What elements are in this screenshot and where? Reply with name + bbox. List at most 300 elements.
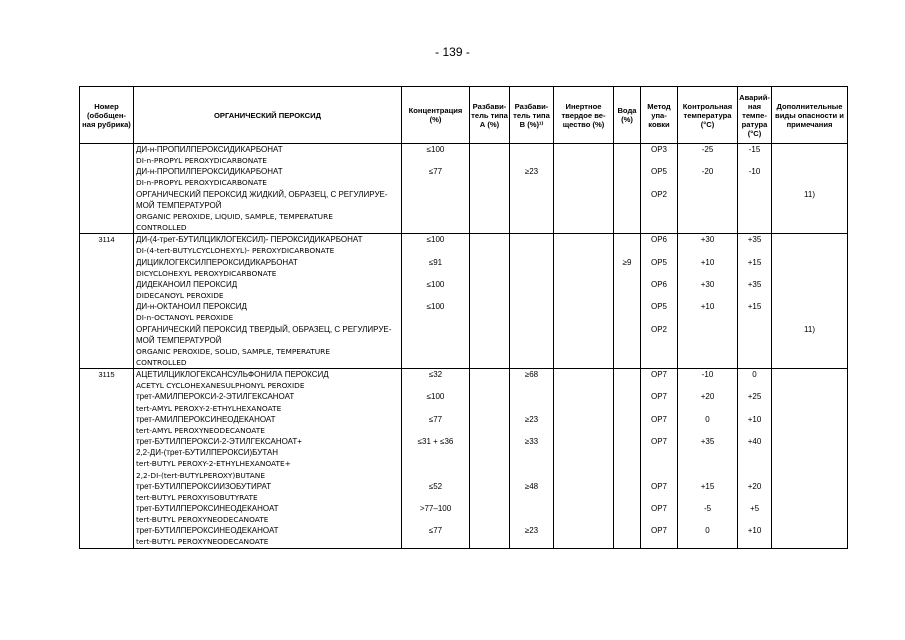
cell-peroxide-name: tert-AMYL PEROXYNEODECANOATE: [134, 425, 402, 436]
cell-diluent-b: [510, 245, 554, 256]
cell-peroxide-name: 2,2-DI-(tert-BUTYLPEROXY)BUTANE: [134, 470, 402, 481]
cell-inert-solid: [554, 268, 614, 279]
cell-emergency-temperature: [738, 312, 772, 323]
cell-remarks: [772, 222, 848, 234]
cell-emergency-temperature: [738, 470, 772, 481]
table-row: [80, 144, 848, 156]
cell-water: [614, 447, 641, 458]
cell-packing-method: [641, 290, 678, 301]
cell-un-number: [80, 312, 134, 323]
cell-packing-method: [641, 492, 678, 503]
cell-control-temperature: +30: [678, 234, 738, 246]
cell-remarks: [772, 144, 848, 156]
cell-diluent-a: [470, 335, 510, 346]
cell-packing-method: [641, 177, 678, 188]
cell-diluent-b: [510, 279, 554, 290]
cell-emergency-temperature: [738, 425, 772, 436]
cell-diluent-b: [510, 380, 554, 391]
table-row: [80, 346, 848, 357]
table-row: [80, 414, 848, 425]
cell-control-temperature: [678, 324, 738, 335]
cell-un-number: [80, 166, 134, 177]
cell-un-number: [80, 290, 134, 301]
cell-packing-method: OP7: [641, 436, 678, 447]
cell-un-number: [80, 536, 134, 548]
cell-diluent-a: [470, 447, 510, 458]
table-row: [80, 189, 848, 200]
cell-water: [614, 144, 641, 156]
cell-remarks: [772, 268, 848, 279]
cell-diluent-a: [470, 503, 510, 514]
cell-remarks: 11): [772, 189, 848, 200]
cell-concentration: [402, 312, 470, 323]
cell-remarks: [772, 290, 848, 301]
cell-un-number: [80, 492, 134, 503]
cell-peroxide-name: трет-БУТИЛПЕРОКСИНЕОДЕКАНОАТ: [134, 525, 402, 536]
cell-concentration: [402, 403, 470, 414]
cell-control-temperature: [678, 245, 738, 256]
cell-packing-method: [641, 425, 678, 436]
cell-peroxide-name: tert-BUTYL PEROXY-2-ETHYLHEXANOATE+: [134, 458, 402, 469]
cell-remarks: [772, 503, 848, 514]
cell-remarks: [772, 257, 848, 268]
cell-diluent-a: [470, 414, 510, 425]
table-row: [80, 492, 848, 503]
cell-control-temperature: [678, 357, 738, 369]
cell-control-temperature: +10: [678, 301, 738, 312]
cell-control-temperature: [678, 447, 738, 458]
cell-emergency-temperature: +15: [738, 257, 772, 268]
cell-remarks: [772, 436, 848, 447]
cell-diluent-b: ≥33: [510, 436, 554, 447]
cell-remarks: [772, 525, 848, 536]
cell-peroxide-name: АЦЕТИЛЦИКЛОГЕКСАНСУЛЬФОНИЛА ПЕРОКСИД: [134, 369, 402, 381]
cell-water: [614, 312, 641, 323]
cell-packing-method: OP6: [641, 234, 678, 246]
cell-packing-method: [641, 403, 678, 414]
cell-peroxide-name: ДИДЕКАНОИЛ ПЕРОКСИД: [134, 279, 402, 290]
cell-water: [614, 189, 641, 200]
cell-diluent-a: [470, 222, 510, 234]
cell-inert-solid: [554, 155, 614, 166]
cell-emergency-temperature: [738, 447, 772, 458]
cell-emergency-temperature: +40: [738, 436, 772, 447]
cell-peroxide-name: трет-БУТИЛПЕРОКСИ-2-ЭТИЛГЕКСАНОАТ+: [134, 436, 402, 447]
cell-concentration: ≤100: [402, 234, 470, 246]
cell-diluent-b: [510, 268, 554, 279]
table-row: [80, 166, 848, 177]
cell-diluent-b: [510, 144, 554, 156]
cell-water: [614, 245, 641, 256]
header-concentration: Концентрация (%): [402, 87, 470, 144]
cell-packing-method: [641, 200, 678, 211]
cell-peroxide-name: ORGANIC PEROXIDE, SOLID, SAMPLE, TEMPERATURE: [134, 346, 402, 357]
cell-control-temperature: [678, 211, 738, 222]
cell-diluent-a: [470, 403, 510, 414]
cell-concentration: [402, 536, 470, 548]
cell-control-temperature: -5: [678, 503, 738, 514]
cell-concentration: [402, 380, 470, 391]
cell-inert-solid: [554, 391, 614, 402]
cell-emergency-temperature: +25: [738, 391, 772, 402]
cell-concentration: ≤91: [402, 257, 470, 268]
cell-emergency-temperature: +5: [738, 503, 772, 514]
cell-water: [614, 369, 641, 381]
cell-un-number: [80, 177, 134, 188]
cell-water: [614, 177, 641, 188]
cell-concentration: ≤31 + ≤36: [402, 436, 470, 447]
cell-water: [614, 514, 641, 525]
cell-peroxide-name: трет-АМИЛПЕРОКСИНЕОДЕКАНОАТ: [134, 414, 402, 425]
cell-concentration: [402, 177, 470, 188]
table-row: [80, 357, 848, 369]
cell-diluent-b: ≥48: [510, 481, 554, 492]
cell-control-temperature: [678, 425, 738, 436]
table-row: [80, 245, 848, 256]
cell-diluent-b: [510, 222, 554, 234]
cell-inert-solid: [554, 189, 614, 200]
cell-emergency-temperature: -15: [738, 144, 772, 156]
cell-diluent-a: [470, 525, 510, 536]
cell-un-number: [80, 301, 134, 312]
cell-emergency-temperature: [738, 335, 772, 346]
cell-diluent-b: [510, 514, 554, 525]
cell-emergency-temperature: -10: [738, 166, 772, 177]
cell-un-number: [80, 257, 134, 268]
cell-diluent-b: [510, 177, 554, 188]
cell-water: [614, 279, 641, 290]
cell-concentration: [402, 425, 470, 436]
cell-diluent-a: [470, 279, 510, 290]
cell-packing-method: [641, 514, 678, 525]
cell-diluent-a: [470, 257, 510, 268]
cell-control-temperature: [678, 200, 738, 211]
cell-water: [614, 155, 641, 166]
cell-un-number: [80, 200, 134, 211]
cell-inert-solid: [554, 301, 614, 312]
cell-inert-solid: [554, 200, 614, 211]
cell-packing-method: [641, 357, 678, 369]
cell-peroxide-name: ДИ-(4-трет-БУТИЛЦИКЛОГЕКСИЛ)- ПЕРОКСИДИКАРБОНАТ: [134, 234, 402, 246]
cell-packing-method: OP7: [641, 414, 678, 425]
cell-peroxide-name: ДИЦИКЛОГЕКСИЛПЕРОКСИДИКАРБОНАТ: [134, 257, 402, 268]
cell-un-number: [80, 155, 134, 166]
cell-diluent-b: [510, 470, 554, 481]
cell-packing-method: [641, 536, 678, 548]
cell-control-temperature: [678, 155, 738, 166]
cell-inert-solid: [554, 425, 614, 436]
table-row: [80, 301, 848, 312]
cell-inert-solid: [554, 514, 614, 525]
cell-diluent-b: [510, 257, 554, 268]
cell-water: [614, 357, 641, 369]
cell-diluent-a: [470, 166, 510, 177]
cell-control-temperature: [678, 458, 738, 469]
cell-peroxide-name: ACETYL CYCLOHEXANESULPHONYL PEROXIDE: [134, 380, 402, 391]
cell-diluent-b: [510, 357, 554, 369]
cell-remarks: [772, 346, 848, 357]
cell-remarks: [772, 514, 848, 525]
cell-concentration: [402, 447, 470, 458]
page-number: - 139 -: [435, 45, 470, 59]
cell-concentration: [402, 200, 470, 211]
header-emergency-temperature: Аварий-ная темпе-ратура (°С): [738, 87, 772, 144]
cell-peroxide-name: DI-n-OCTANOYL PEROXIDE: [134, 312, 402, 323]
cell-control-temperature: +20: [678, 391, 738, 402]
cell-concentration: [402, 470, 470, 481]
cell-remarks: [772, 380, 848, 391]
cell-water: [614, 211, 641, 222]
cell-control-temperature: +15: [678, 481, 738, 492]
cell-emergency-temperature: [738, 268, 772, 279]
table-row: [80, 324, 848, 335]
cell-packing-method: OP7: [641, 525, 678, 536]
cell-emergency-temperature: +10: [738, 414, 772, 425]
cell-inert-solid: [554, 177, 614, 188]
cell-peroxide-name: tert-AMYL PEROXY-2-ETHYLHEXANOATE: [134, 403, 402, 414]
cell-remarks: [772, 279, 848, 290]
cell-inert-solid: [554, 335, 614, 346]
cell-control-temperature: [678, 268, 738, 279]
cell-concentration: ≤32: [402, 369, 470, 381]
table-row: [80, 268, 848, 279]
cell-emergency-temperature: +20: [738, 481, 772, 492]
cell-packing-method: [641, 380, 678, 391]
cell-un-number: [80, 335, 134, 346]
cell-remarks: [772, 414, 848, 425]
cell-emergency-temperature: [738, 403, 772, 414]
cell-packing-method: [641, 222, 678, 234]
cell-diluent-b: [510, 503, 554, 514]
cell-concentration: ≤77: [402, 414, 470, 425]
cell-water: [614, 301, 641, 312]
cell-emergency-temperature: [738, 222, 772, 234]
cell-control-temperature: [678, 514, 738, 525]
cell-un-number: [80, 144, 134, 156]
cell-water: [614, 222, 641, 234]
cell-diluent-a: [470, 144, 510, 156]
cell-remarks: [772, 177, 848, 188]
cell-diluent-a: [470, 536, 510, 548]
cell-water: [614, 290, 641, 301]
table-row: [80, 503, 848, 514]
cell-water: [614, 481, 641, 492]
cell-un-number: [80, 525, 134, 536]
cell-packing-method: OP2: [641, 324, 678, 335]
cell-diluent-a: [470, 189, 510, 200]
cell-peroxide-name: ОРГАНИЧЕСКИЙ ПЕРОКСИД ТВЕРДЫЙ, ОБРАЗЕЦ, С РЕГУЛИРУЕ-: [134, 324, 402, 335]
cell-diluent-b: [510, 346, 554, 357]
cell-water: [614, 324, 641, 335]
cell-remarks: [772, 245, 848, 256]
header-peroxide: ОРГАНИЧЕСКИЙ ПЕРОКСИД: [134, 87, 402, 144]
cell-emergency-temperature: 0: [738, 369, 772, 381]
table-row: [80, 279, 848, 290]
cell-emergency-temperature: [738, 200, 772, 211]
cell-remarks: [772, 391, 848, 402]
table-row: [80, 222, 848, 234]
cell-water: [614, 346, 641, 357]
cell-control-temperature: [678, 335, 738, 346]
cell-concentration: ≤77: [402, 525, 470, 536]
cell-water: [614, 414, 641, 425]
cell-inert-solid: [554, 492, 614, 503]
table-row: [80, 391, 848, 402]
cell-remarks: [772, 447, 848, 458]
cell-remarks: [772, 369, 848, 381]
cell-diluent-b: ≥68: [510, 369, 554, 381]
cell-diluent-b: ≥23: [510, 414, 554, 425]
cell-un-number: [80, 380, 134, 391]
cell-un-number: [80, 391, 134, 402]
cell-remarks: [772, 155, 848, 166]
table-row: [80, 211, 848, 222]
cell-packing-method: [641, 268, 678, 279]
cell-peroxide-name: ОРГАНИЧЕСКИЙ ПЕРОКСИД ЖИДКИЙ, ОБРАЗЕЦ, С РЕГУЛИРУЕ-: [134, 189, 402, 200]
table-row: [80, 458, 848, 469]
cell-remarks: [772, 458, 848, 469]
cell-emergency-temperature: [738, 357, 772, 369]
cell-packing-method: [641, 335, 678, 346]
cell-control-temperature: [678, 189, 738, 200]
cell-peroxide-name: DIDECANOYL PEROXIDE: [134, 290, 402, 301]
cell-inert-solid: [554, 346, 614, 357]
cell-diluent-a: [470, 436, 510, 447]
cell-control-temperature: [678, 222, 738, 234]
table-header: [80, 87, 848, 144]
table-row: [80, 447, 848, 458]
cell-emergency-temperature: [738, 458, 772, 469]
cell-emergency-temperature: +35: [738, 234, 772, 246]
cell-un-number: [80, 481, 134, 492]
cell-un-number: [80, 514, 134, 525]
cell-emergency-temperature: [738, 536, 772, 548]
cell-diluent-b: [510, 301, 554, 312]
cell-diluent-a: [470, 324, 510, 335]
table-row: [80, 536, 848, 548]
cell-diluent-b: [510, 312, 554, 323]
cell-diluent-a: [470, 245, 510, 256]
cell-packing-method: OP7: [641, 481, 678, 492]
cell-packing-method: OP7: [641, 391, 678, 402]
cell-concentration: >77–100: [402, 503, 470, 514]
cell-control-temperature: [678, 470, 738, 481]
cell-concentration: [402, 245, 470, 256]
cell-un-number: [80, 503, 134, 514]
cell-diluent-a: [470, 458, 510, 469]
cell-inert-solid: [554, 503, 614, 514]
cell-inert-solid: [554, 357, 614, 369]
cell-diluent-b: [510, 155, 554, 166]
cell-diluent-a: [470, 155, 510, 166]
cell-peroxide-name: ORGANIC PEROXIDE, LIQUID, SAMPLE, TEMPERATURE: [134, 211, 402, 222]
cell-inert-solid: [554, 290, 614, 301]
cell-diluent-b: [510, 458, 554, 469]
cell-inert-solid: [554, 279, 614, 290]
cell-diluent-b: [510, 492, 554, 503]
cell-inert-solid: [554, 536, 614, 548]
cell-inert-solid: [554, 525, 614, 536]
cell-water: [614, 391, 641, 402]
cell-inert-solid: [554, 222, 614, 234]
cell-emergency-temperature: [738, 346, 772, 357]
cell-concentration: ≤100: [402, 279, 470, 290]
cell-water: [614, 234, 641, 246]
cell-water: [614, 536, 641, 548]
cell-packing-method: [641, 245, 678, 256]
cell-peroxide-name: tert-BUTYL PEROXYNEODECANOATE: [134, 514, 402, 525]
cell-control-temperature: [678, 492, 738, 503]
cell-diluent-b: ≥23: [510, 525, 554, 536]
cell-concentration: [402, 492, 470, 503]
cell-concentration: [402, 458, 470, 469]
cell-control-temperature: [678, 312, 738, 323]
cell-control-temperature: 0: [678, 414, 738, 425]
cell-water: [614, 503, 641, 514]
cell-water: [614, 335, 641, 346]
cell-diluent-a: [470, 481, 510, 492]
cell-diluent-b: [510, 403, 554, 414]
cell-un-number: [80, 458, 134, 469]
cell-water: [614, 166, 641, 177]
cell-emergency-temperature: [738, 155, 772, 166]
cell-peroxide-name: 2,2-ДИ-(трет-БУТИЛПЕРОКСИ)БУТАН: [134, 447, 402, 458]
table-row: [80, 200, 848, 211]
cell-packing-method: [641, 470, 678, 481]
cell-emergency-temperature: [738, 177, 772, 188]
cell-packing-method: [641, 312, 678, 323]
cell-concentration: ≤77: [402, 166, 470, 177]
cell-diluent-b: [510, 290, 554, 301]
cell-diluent-a: [470, 391, 510, 402]
cell-peroxide-name: МОЙ ТЕМПЕРАТУРОЙ: [134, 200, 402, 211]
cell-concentration: ≤100: [402, 144, 470, 156]
cell-diluent-b: [510, 536, 554, 548]
cell-concentration: ≤52: [402, 481, 470, 492]
cell-remarks: [772, 335, 848, 346]
header-diluent-a: Разбави-тель типа А (%): [470, 87, 510, 144]
table-row: [80, 234, 848, 246]
cell-control-temperature: +10: [678, 257, 738, 268]
cell-peroxide-name: CONTROLLED: [134, 357, 402, 369]
cell-emergency-temperature: +10: [738, 525, 772, 536]
cell-packing-method: OP3: [641, 144, 678, 156]
cell-inert-solid: [554, 312, 614, 323]
cell-diluent-b: [510, 425, 554, 436]
cell-diluent-a: [470, 470, 510, 481]
cell-un-number: 3115: [80, 369, 134, 381]
cell-diluent-a: [470, 514, 510, 525]
cell-packing-method: [641, 346, 678, 357]
cell-control-temperature: -25: [678, 144, 738, 156]
cell-diluent-b: [510, 335, 554, 346]
cell-diluent-a: [470, 346, 510, 357]
cell-remarks: [772, 312, 848, 323]
table-row: [80, 436, 848, 447]
cell-packing-method: OP6: [641, 279, 678, 290]
cell-un-number: [80, 414, 134, 425]
cell-diluent-a: [470, 234, 510, 246]
cell-un-number: [80, 346, 134, 357]
cell-control-temperature: +30: [678, 279, 738, 290]
cell-diluent-a: [470, 301, 510, 312]
cell-remarks: 11): [772, 324, 848, 335]
cell-concentration: [402, 211, 470, 222]
table-row: [80, 335, 848, 346]
cell-emergency-temperature: [738, 245, 772, 256]
cell-inert-solid: [554, 436, 614, 447]
cell-inert-solid: [554, 481, 614, 492]
